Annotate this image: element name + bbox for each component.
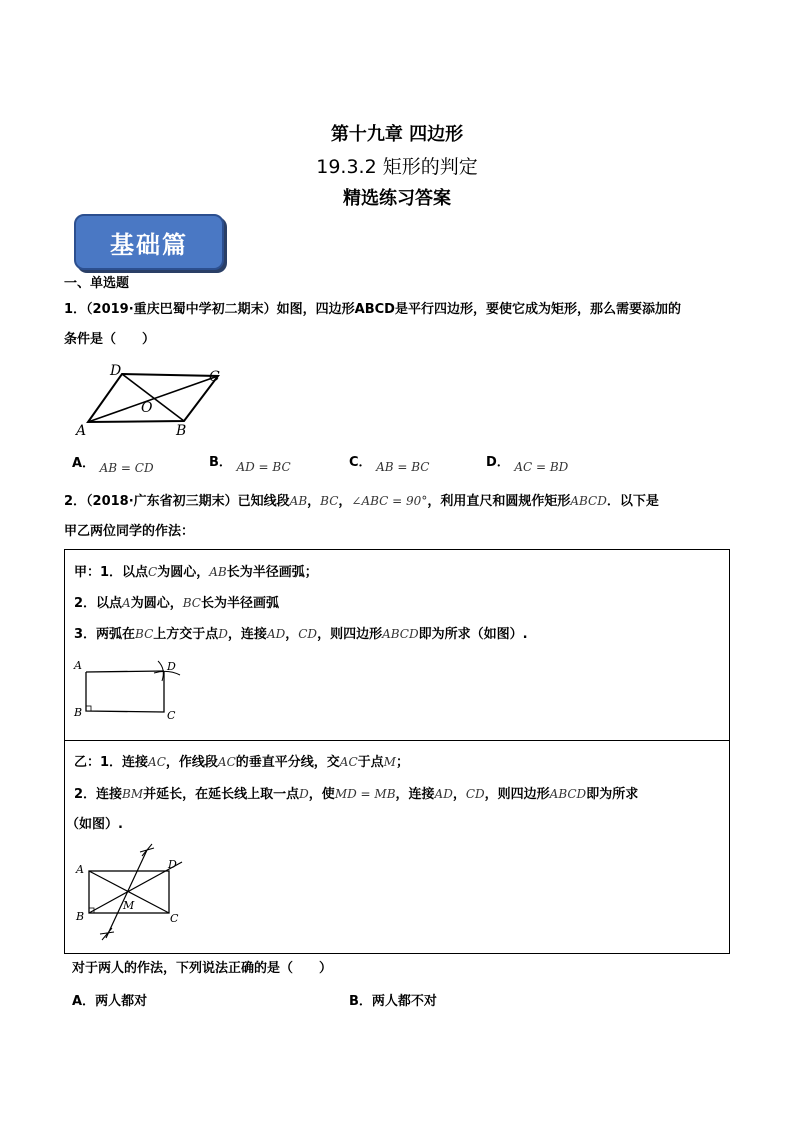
yi-step-2: 2．连接BM并延长，在延长线上取一点D，使MD = MB，连接AD，CD，则四边形ABCD即为所求 [74,787,639,802]
jia-rectangle-figure [70,655,190,725]
yi-step-3: （如图）. [66,817,123,832]
jia-rect-sides [86,671,164,712]
diagonal-bd [122,374,184,421]
q1-option-c[interactable]: C． AB = BC [349,455,430,474]
label-b: B [176,423,187,439]
label-a: A [76,423,87,439]
q1-stem-line2: 条件是（ ） [64,332,156,347]
jia-label-b: B [74,706,83,719]
q2-stem-line1: 2．（2018·广东省初三期末）已知线段AB，BC，∠ABC = 90°，利用直尺和圆规作矩形ABCD．以下是 [64,494,659,509]
yi-label-a: A [76,863,84,876]
yi-label-m: M [123,899,135,912]
q1-option-d[interactable]: D． AC = BD [486,455,569,474]
q1-option-a[interactable]: A． AB = CD [72,456,154,475]
subtitle: 精选练习答案 [343,188,451,209]
chapter-title: 第十九章 四边形 [330,124,464,145]
jia-step-1: 甲：1．以点C为圆心，AB长为半径画弧； [74,565,318,580]
q2-stem-line2: 甲乙两位同学的作法： [64,524,195,539]
q1-parallelogram-figure [66,360,236,440]
q2-option-b[interactable]: B．两人都不对 [349,994,437,1009]
label-d: D [110,363,122,379]
section-title: 19.3.2 矩形的判定 [316,156,478,178]
jia-label-d: D [167,660,176,673]
q2-ask: 对于两人的作法，下列说法正确的是（ ） [72,961,333,976]
jia-label-c: C [167,709,176,722]
jia-step-2: 2．以点A为圆心，BC长为半径画弧 [74,596,279,611]
jia-label-a: A [74,659,82,672]
yi-arc-mark-top [140,844,154,856]
diagonal-ac [88,376,218,422]
yi-label-c: C [170,912,179,925]
jia-right-angle [86,706,91,711]
q2-option-a[interactable]: A．两人都对 [72,994,148,1009]
yi-step-1: 乙：1．连接AC，作线段AC的垂直平分线，交AC于点M； [74,755,409,770]
yi-rectangle-figure [70,842,200,944]
jia-rect-top [86,671,164,672]
jia-step-3: 3．两弧在BC上方交于点D，连接AD，CD，则四边形ABCD即为所求（如图）. [74,627,528,642]
yi-label-d: D [168,858,177,871]
q1-stem-line1: 1．（2019·重庆巴蜀中学初二期末）如图，四边形ABCD是平行四边形，要使它成为矩形，那么需要添加的 [64,302,681,317]
section-heading-single-choice: 一、单选题 [64,276,130,291]
yi-arc-mark-bottom [100,928,114,940]
label-o: O [141,400,153,416]
yi-label-b: B [76,910,85,923]
basic-section-badge: 基础篇 [74,214,224,270]
label-c: C [209,369,220,385]
q1-option-b[interactable]: B． AD = BC [209,455,291,474]
yi-perpendicular-bisector [106,850,147,938]
